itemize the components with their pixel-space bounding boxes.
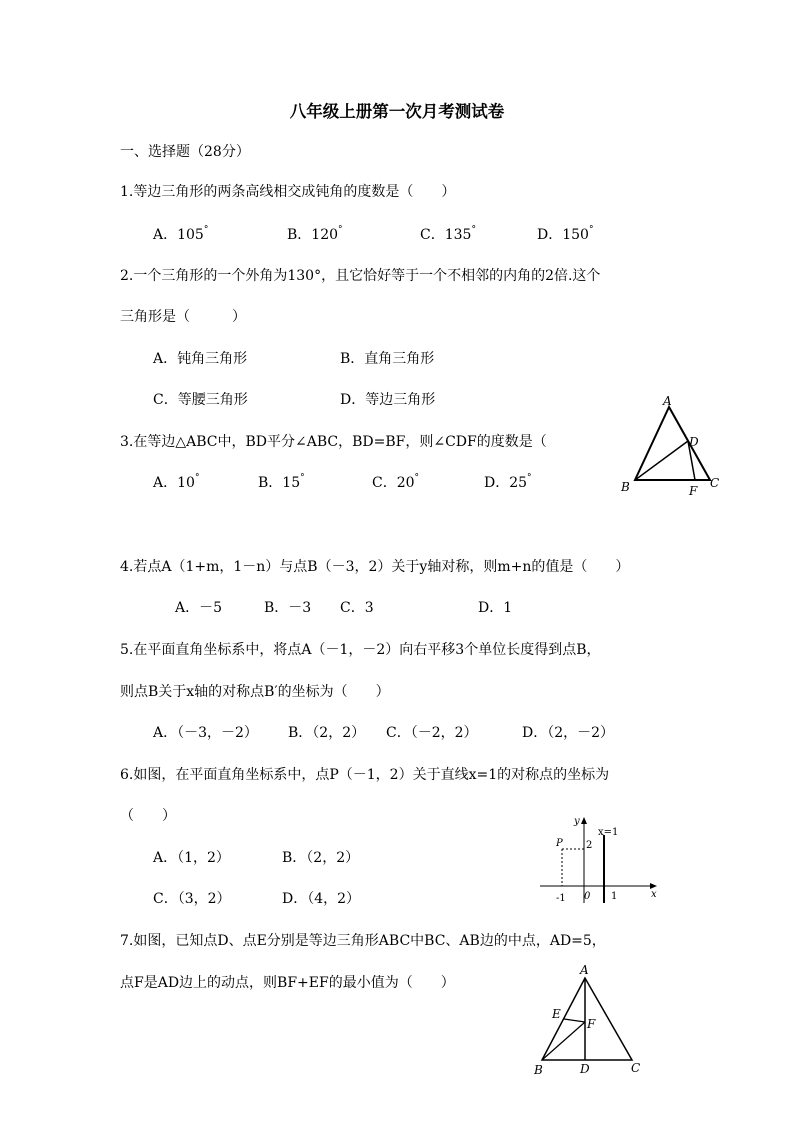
q1-option-b: B．120°: [287, 225, 343, 243]
q3-label-f: F: [689, 484, 698, 498]
q2-option-d: D．等边三角形: [340, 392, 436, 408]
question-1-stem: 1.等边三角形的两条高线相交成钝角的度数是（ ）: [120, 184, 456, 200]
q4-option-a: A．－5: [175, 600, 223, 616]
question-5-stem-line2: 则点B关于x轴的对称点B′的坐标为（ ）: [120, 684, 390, 700]
q7-label-f: F: [587, 1017, 596, 1031]
q6-y-label: y: [574, 816, 580, 827]
q6-option-b: B．（2，2）: [282, 850, 360, 866]
q4-option-c: C．3: [340, 600, 374, 616]
q6-option-d: D．（4，2）: [282, 891, 361, 907]
q4-option-d: D．1: [478, 600, 513, 616]
q3-label-c: C: [710, 476, 720, 490]
q7-label-c: C: [631, 1061, 641, 1075]
q2-option-b: B．直角三角形: [340, 351, 435, 367]
q1-option-c: C．135°: [420, 225, 476, 243]
q3-option-b: B．15°: [258, 473, 305, 491]
q6-x-label: x: [651, 889, 657, 900]
q6-tick-1: 1: [611, 891, 618, 902]
q4-option-b: B．－3: [264, 600, 312, 616]
q6-tick-2: 2: [586, 840, 593, 851]
question-7-stem-line1: 7.如图，已知点D、点E分别是等边三角形ABC中BC、AB边的中点，AD=5，: [120, 933, 606, 949]
q3-option-a: A．10°: [153, 473, 200, 491]
q5-option-d: D．（2，－2）: [522, 725, 615, 741]
section-heading: 一、选择题（28分）: [120, 144, 250, 160]
q3-option-d: D．25°: [484, 473, 532, 491]
q2-option-a: A．钝角三角形: [153, 351, 248, 367]
question-4-stem: 4.若点A（1+m，1－n）与点B（－3，2）关于y轴对称，则m+n的值是（ ）: [120, 559, 630, 575]
q3-triangle-figure: [615, 393, 725, 501]
q6-coordinate-figure: [535, 813, 663, 908]
question-2-stem-line1: 2.一个三角形的一个外角为130°，且它恰好等于一个不相邻的内角的2倍.这个: [120, 268, 601, 284]
q6-line-label: x=1: [598, 827, 619, 838]
q5-option-c: C．（－2，2）: [386, 725, 478, 741]
q7-label-a: A: [580, 963, 589, 977]
question-6-stem-line2: （ ）: [120, 808, 176, 824]
q3-option-c: C．20°: [372, 473, 420, 491]
q7-label-b: B: [534, 1063, 543, 1077]
q6-tick-neg1: -1: [556, 893, 566, 904]
question-5-stem-line1: 5.在平面直角坐标系中，将点A（－1，－2）向右平移3个单位长度得到点B，: [120, 642, 601, 658]
q6-p-label: P: [556, 838, 563, 849]
question-2-stem-line2: 三角形是（ ）: [120, 309, 246, 325]
q3-label-d: D: [689, 435, 699, 449]
q7-label-e: E: [552, 1007, 561, 1021]
q6-origin: 0: [584, 891, 591, 902]
question-7-stem-line2: 点F是AD边上的动点，则BF+EF的最小值为（ ）: [120, 975, 455, 991]
question-6-stem-line1: 6.如图，在平面直角坐标系中，点P（－1，2）关于直线x=1的对称点的坐标为: [120, 767, 610, 783]
q5-option-a: A．（－3，－2）: [153, 725, 258, 741]
q2-option-c: C．等腰三角形: [153, 392, 248, 408]
page-title: 八年级上册第一次月考测试卷: [289, 102, 505, 121]
q3-label-a: A: [663, 394, 672, 408]
q7-triangle-figure: [528, 960, 648, 1082]
q7-label-d: D: [580, 1062, 590, 1076]
q5-option-b: B．（2，2）: [288, 725, 366, 741]
q1-option-a: A．105°: [153, 225, 209, 243]
q1-option-d: D．150°: [537, 225, 594, 243]
q6-option-a: A．（1，2）: [153, 850, 230, 866]
q6-option-c: C．（3，2）: [153, 891, 231, 907]
question-3-stem: 3.在等边△ABC中，BD平分∠ABC，BD=BF，则∠CDF的度数是（: [120, 434, 547, 450]
q3-label-b: B: [621, 480, 630, 494]
